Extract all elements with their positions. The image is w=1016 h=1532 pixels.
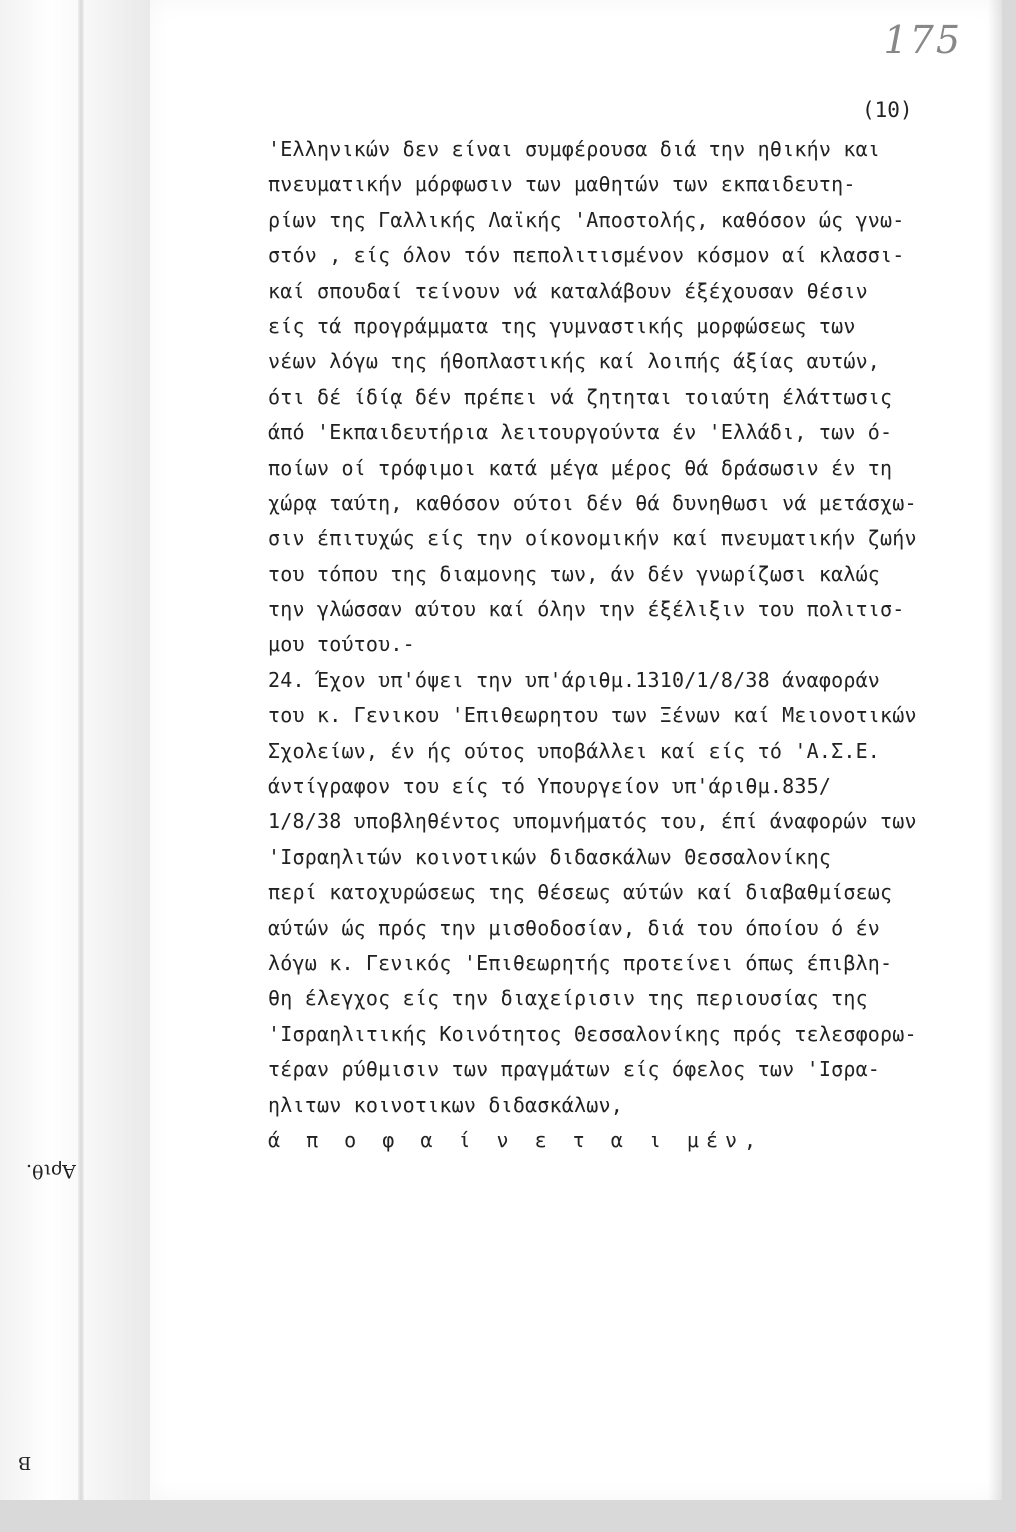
text-line: του κ. Γενικου 'Επιθεωρητου των Ξένων καί Μειονοτικών: [268, 703, 917, 728]
text-line: 'Ισραηλιτών κοινοτικών διδασκάλων Θεσσαλονίκης: [268, 844, 832, 869]
text-line: του τόπου της διαμονης των, άν δέν γνωρίζωσι καλώς: [268, 561, 881, 586]
document-page: [150, 0, 1002, 1500]
text-line: θη έλεγχος είς την διαχείρισιν της περιουσίας της: [268, 986, 868, 1011]
page-edge-shadow: [988, 0, 1002, 1500]
text-line: 'Ελληνικών δεν είναι συμφέρουσα διά την ηθικήν και: [268, 137, 881, 161]
stamp-number-label: Αριθ.: [26, 1160, 76, 1182]
text-line: άντίγραφον του είς τό Υπουργείον υπ'άριθμ.835/: [268, 774, 832, 799]
text-line: αύτών ώς πρός την μισθοδοσίαν, διά του όποίου ό έν: [268, 915, 881, 940]
document-body: [268, 132, 980, 1158]
text-line: νέων λόγω της ήθοπλαστικής καί λοιπής άξίας αυτών,: [268, 349, 881, 374]
binding-margin: [0, 0, 150, 1500]
text-line: μου τούτου.-: [268, 632, 415, 657]
decision-heading: ά π ο φ α ί ν ε τ α ι μέν,: [268, 1127, 764, 1152]
text-line: σιν έπιτυχώς είς την οίκονομικήν καί πνευματικήν ζωήν: [268, 526, 917, 551]
text-line: περί κατοχυρώσεως της θέσεως αύτών καί διαβαθμίσεως: [268, 880, 893, 905]
text-line: την γλώσσαν αύτου καί όλην την έξέλιξιν του πολιτισ-: [268, 597, 905, 622]
text-line: 1/8/38 υποβληθέντος υπομνήματός του, έπί άναφορών των: [268, 809, 917, 834]
page-number: (10): [862, 98, 913, 122]
text-line: ρίων της Γαλλικής Λαϊκής 'Αποστολής, καθόσον ώς γνω-: [268, 207, 905, 232]
text-line: στόν , είς όλον τόν πεπολιτισμένον κόσμον αί κλασσι-: [268, 243, 905, 268]
text-line: πνευματικήν μόρφωσιν των μαθητών των εκπαιδευτη-: [268, 172, 856, 197]
text-line: άπό 'Εκπαιδευτήρια λειτουργούντα έν 'Ελλάδι, των ό-: [268, 420, 893, 445]
text-line: τέραν ρύθμισιν των πραγμάτων είς όφελος των 'Ισρα-: [268, 1057, 881, 1082]
text-line: 24. Έχον υπ'όψει την υπ'άριθμ.1310/1/8/38 άναφοράν: [268, 667, 881, 692]
text-line: ποίων οί τρόφιμοι κατά μέγα μέρος θά δράσωσιν έν τη: [268, 455, 893, 480]
text-line: 'Ισραηλιτικής Κοινότητος Θεσσαλονίκης πρός τελεσφορω-: [268, 1021, 917, 1046]
binding-fold: [78, 0, 84, 1500]
text-line: ότι δέ ίδίᾳ δέν πρέπει νά ζητηται τοιαύτη έλάττωσις: [268, 384, 893, 409]
text-line: Σχολείων, έν ής ούτος υποβάλλει καί είς τό 'Α.Σ.Ε.: [268, 738, 881, 763]
folio-number: 175: [883, 18, 962, 62]
text-line: καί σπουδαί τείνουν νά καταλάβουν έξέχουσαν θέσιν: [268, 278, 868, 303]
text-line: λόγω κ. Γενικός 'Επιθεωρητής προτείνει όπως έπιβλη-: [268, 950, 893, 975]
text-line: είς τά προγράμματα της γυμναστικής μορφώσεως των: [268, 313, 856, 338]
stamp-letter: B: [18, 1452, 32, 1473]
text-line: ηλιτων κοινοτικων διδασκάλων,: [268, 1092, 623, 1117]
text-line: χώρᾳ ταύτη, καθόσον ούτοι δέν θά δυνηθωσι νά μετάσχω-: [268, 490, 917, 515]
